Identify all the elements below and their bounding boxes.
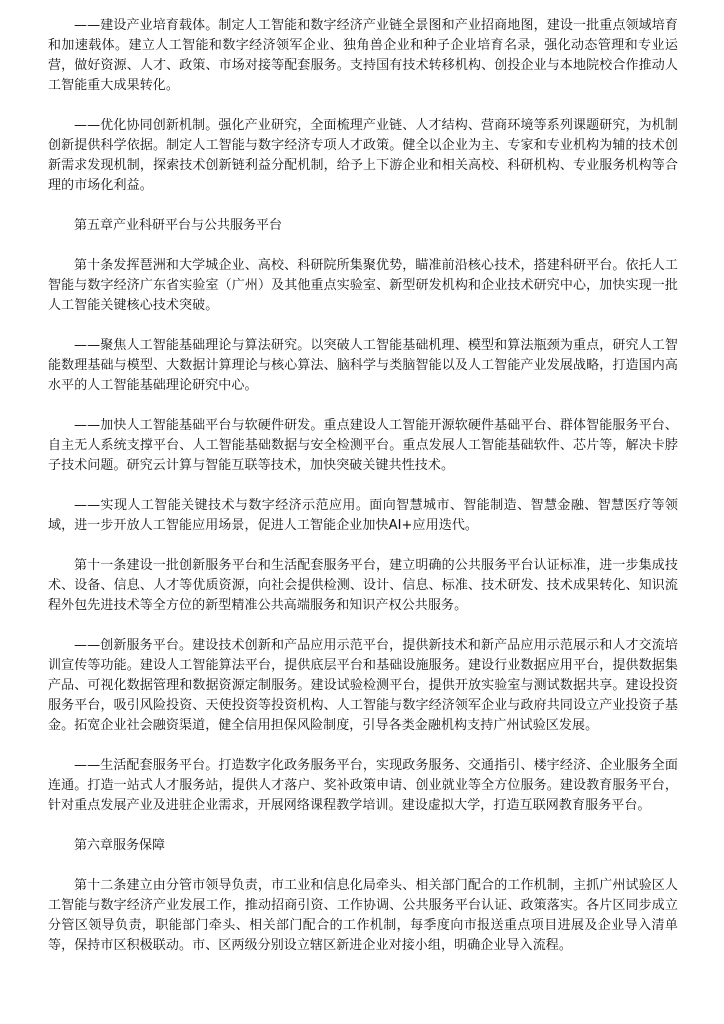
paragraph-industry-carrier: ——建设产业培育载体。制定人工智能和数字经济产业链全景图和产业招商地图，建设一批重点领域培育和加速载体。建立人工智能和数字经济领军企业、独角兽企业和种子企业培育名录，强化动态管理和专业运营，做好资源、人才、政策、市场对接等配套服务。支持国有技术转移机构、创投企业与本地院校合作推动人工智能重大成果转化。 (48, 18, 678, 93)
article-10: 第十条发挥琶洲和大学城企业、高校、科研院所集聚优势，瞄准前沿核心技术，搭建科研平台。依托人工智能与数字经济广东省实验室（广州）及其他重点实验室、新型研发机构和企业技术研究中心，加快实现一批人工智能关键核心技术突破。 (48, 258, 678, 313)
paragraph-innovation-service-platform: ——创新服务平台。建设技术创新和产品应用示范平台，提供新技术和新产品应用示范展示和人才交流培训宣传等功能。建设人工智能算法平台，提供底层平台和基础设施服务。建设行业数据应用平台，提供数据集产品、可视化数据管理和数据资源定制服务。建设试验检测平台，提供开放实验室与测试数据共享。建设投资服务平台，吸引风险投资、天使投资等投资机构、人工智能与数字经济领军企业与政府共同设立产业投资子基金。拓宽企业社会融资渠道，健全信用担保风险制度，引导各类金融机构支持广州试验区发展。 (48, 638, 678, 733)
article-11: 第十一条建设一批创新服务平台和生活配套服务平台，建立明确的公共服务平台认证标准，进一步集成技术、设备、信息、人才等优质资源，向社会提供检测、设计、信息、标准、技术研发、技术成果转化、知识流程外包先进技术等全方位的新型精准公共高端服务和知识产权公共服务。 (48, 558, 678, 613)
paragraph-living-service-platform: ——生活配套服务平台。打造数字化政务服务平台，实现政务服务、交通指引、楼宇经济、企业服务全面连通。打造一站式人才服务站，提供人才落户、奖补政策申请、创业就业等全方位服务。建设教育服务平台，针对重点发展产业及进驻企业需求，开展网络课程教学培训。建设虚拟大学，打造互联网教育服务平台。 (48, 758, 678, 813)
document-page (48, 16, 678, 976)
paragraph-basic-theory: ——聚焦人工智能基础理论与算法研究。以突破人工智能基础机理、模型和算法瓶颈为重点，研究人工智能数理基础与模型、大数据计算理论与核心算法、脑科学与类脑智能以及人工智能产业发展战略，打造国内高水平的人工智能基础理论研究中心。 (48, 338, 678, 393)
chapter-6-heading: 第六章服务保障 (74, 838, 166, 853)
paragraph-platform-rd: ——加快人工智能基础平台与软硬件研发。重点建设人工智能开源软硬件基础平台、群体智能服务平台、自主无人系统支撑平台、人工智能基础数据与安全检测平台。重点发展人工智能基础软件、芯片等，解决卡脖子技术问题。研究云计算与智能互联等技术，加快突破关键共性技术。 (48, 418, 678, 473)
paragraph-demo-application: ——实现人工智能关键技术与数字经济示范应用。面向智慧城市、智能制造、智慧金融、智慧医疗等领域，进一步开放人工智能应用场景，促进人工智能企业加快AI+应用迭代。 (48, 498, 678, 533)
chapter-5-heading: 第五章产业科研平台与公共服务平台 (74, 218, 283, 233)
article-12: 第十二条建立由分管市领导负责，市工业和信息化局牵头、相关部门配合的工作机制，主抓广州试验区人工智能与数字经济产业发展工作，推动招商引资、工作协调、公共服务平台认证、政策落实。各片区同步成立分管区领导负责，职能部门牵头、相关部门配合的工作机制，每季度向市报送重点项目进展及企业导入清单等，保持市区积极联动。市、区两级分别设立辖区新进企业对接小组，明确企业导入流程。 (48, 878, 678, 953)
paragraph-innovation-mechanism: ——优化协同创新机制。强化产业研究，全面梳理产业链、人才结构、营商环境等系列课题研究，为机制创新提供科学依据。制定人工智能与数字经济专项人才政策。健全以企业为主、专家和专业机构为辅的技术创新需求发现机制，探索技术创新链利益分配机制，给予上下游企业和相关高校、科研机构、专业服务机构等合理的市场化利益。 (48, 118, 678, 193)
